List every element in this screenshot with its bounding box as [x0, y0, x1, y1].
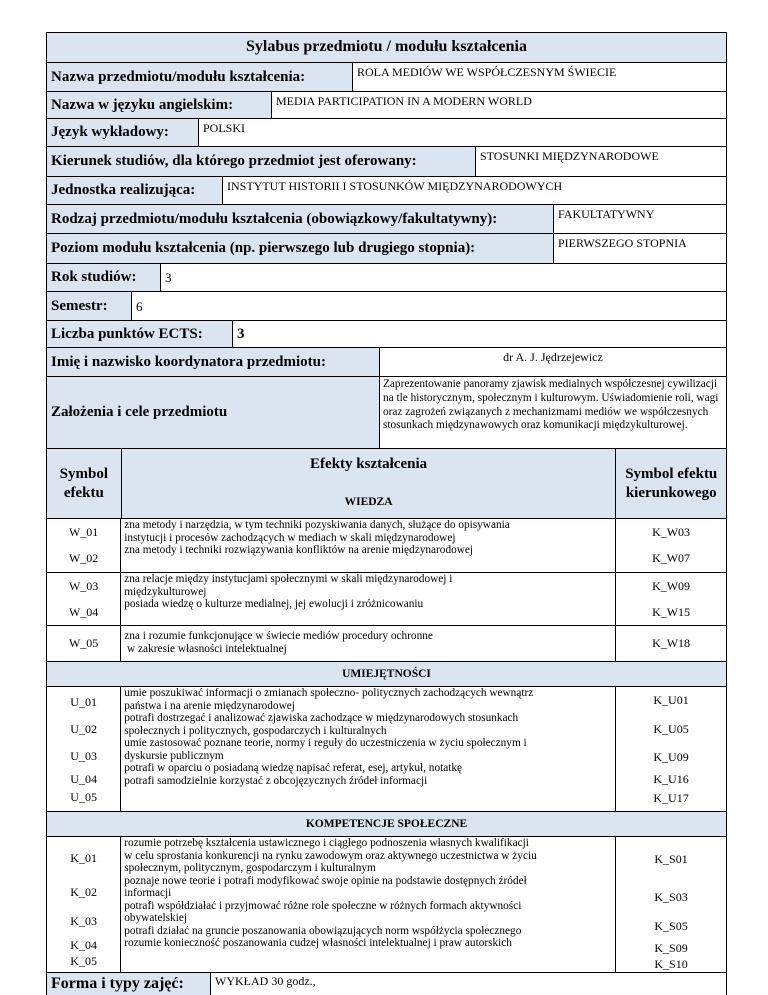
coordinator-label: Imię i nazwisko koordynatora przedmiotu:	[51, 353, 326, 370]
level-value: PIERWSZEGO STOPNIA	[553, 234, 726, 263]
effect-text-line: poznaje nowe teorie i potrafi modyfikować swoje opinie na podstawie dostępnych źródeł	[124, 874, 527, 887]
type-row	[46, 205, 727, 234]
page-title: Sylabus przedmiotu / modułu kształcenia	[246, 38, 527, 55]
semester-value: 6	[131, 292, 726, 320]
effect-text-line: rozumie konieczność poszanowania cudzej własności intelektualnej i praw autorskich	[124, 937, 512, 949]
year-label: Rok studiów:	[51, 269, 137, 285]
effect-symbol: U_05	[70, 789, 97, 804]
unit-value: INSTYTUT HISTORII I STOSUNKÓW MIĘDZYNARODOWYCH	[222, 177, 726, 204]
effect-text-line: informacji	[124, 887, 172, 899]
effect-text-line: umie poszukiwać informacji o zmianach społeczno- politycznych zachodzących wewnątrz	[124, 687, 534, 699]
effect-text-line: zna metody i techniki rozwiązywania konfliktów na arenie międzynarodowej	[124, 544, 474, 556]
year-row	[46, 264, 727, 292]
effect-text-line: w zakresie własności intelektualnej	[124, 642, 287, 655]
umiejetnosci-header: UMIEJĘTNOŚCI	[342, 668, 431, 680]
umiejetnosci-header-row	[46, 662, 727, 687]
effect-symbol: K_04	[70, 937, 97, 952]
goals-row	[46, 377, 727, 449]
effect-row-w03-w04	[46, 573, 727, 626]
ects-value: 3	[232, 321, 726, 347]
effect-text-line: instytucji i procesów zachodzących w mediach w skali międzynarodowej	[124, 531, 456, 544]
effect-code: K_U09	[653, 749, 689, 764]
effect-code: K_U16	[653, 772, 689, 786]
effect-symbol: K_02	[70, 884, 97, 899]
effect-text-line: państwa i na arenie międzynarodowej	[124, 699, 295, 712]
type-value: FAKULTATYWNY	[553, 205, 726, 233]
effect-text-line: potrafi dostrzegać i analizować zjawiska zachodzące w międzynarodowych stosunkach	[124, 712, 519, 724]
effect-symbol: U_04	[70, 771, 97, 786]
effect-symbol: W_01	[68, 524, 99, 539]
effect-code: K_W18	[652, 636, 691, 650]
forms-value: WYKŁAD 30 godz.,	[210, 973, 726, 995]
language-row	[46, 119, 727, 147]
forms-row	[46, 973, 727, 995]
effect-code: K_S10	[654, 956, 688, 971]
effect-row-w05	[46, 626, 727, 662]
course-name-value: ROLA MEDIÓW WE WSPÓŁCZESNYM ŚWIECIE	[352, 63, 726, 91]
title-row	[46, 32, 727, 63]
effect-symbol: U_03	[70, 748, 97, 763]
effects-title: Efekty kształcenia	[310, 456, 428, 473]
type-label: Rodzaj przedmiotu/modułu kształcenia (obowiązkowy/fakultatywny):	[51, 210, 498, 227]
effect-rows-umiejetnosci	[46, 687, 727, 812]
effect-code: K_S09	[654, 940, 688, 955]
effect-rows-kompetencje	[46, 837, 727, 973]
effect-symbol: W_02	[68, 551, 99, 566]
goals-label: Założenia i cele przedmiotu	[51, 404, 228, 420]
effect-text-line: międzykulturowej	[124, 585, 207, 598]
effect-text-line: zna metody i narzędzia, w tym techniki pozyskiwania danych, służące do opisywania	[124, 519, 510, 531]
wiedza-header: WIEDZA	[344, 496, 393, 509]
effect-text-line: obywatelskiej	[124, 912, 187, 924]
course-name-row	[46, 63, 727, 92]
effect-text-line: zna relacje między instytucjami społecznymi w skali międzynarodowej i	[124, 573, 453, 585]
course-name-label: Nazwa przedmiotu/modułu kształcenia:	[51, 68, 306, 85]
level-label: Poziom modułu kształcenia (np. pierwszego lub drugiego stopnia):	[51, 240, 476, 256]
effect-row-w01-w02	[46, 519, 727, 573]
effect-symbol: U_02	[70, 722, 97, 737]
effect-code: K_U05	[653, 721, 689, 736]
symbol-header: Symbol efektu	[59, 465, 109, 501]
level-row	[46, 234, 727, 264]
effect-text-line: zna i rozumie funkcjonujące w świecie mediów procedury ochronne	[124, 630, 433, 642]
forms-label: Forma i typy zajęć:	[47, 973, 210, 995]
ects-row	[46, 321, 727, 348]
effect-text-line: rozumie potrzebę kształcenia ustawicznego i ciągłego podnoszenia własnych kwalifikacji	[124, 837, 529, 849]
language-label: Język wykładowy:	[51, 124, 169, 140]
effect-code: K_W03	[652, 524, 691, 539]
language-value: POLSKI	[198, 119, 726, 146]
coordinator-row	[46, 348, 727, 377]
syllabus-table	[46, 32, 727, 995]
effect-code: K_S01	[654, 852, 688, 867]
effect-text-line: umie zastosować poznane teorie, normy i reguły do uczestniczenia w życiu społecznym i	[124, 737, 527, 749]
effect-symbol: K_03	[70, 913, 97, 928]
field-label: Kierunek studiów, dla którego przedmiot jest oferowany:	[51, 153, 417, 169]
effect-code: K_U01	[653, 693, 689, 707]
goals-value: Zaprezentowanie panoramy zjawisk medialnych współczesnej cywilizacji na tle historycznym, społecznym i kulturowym. Uświadomienie roli, wagi oraz zagrożeń związanych z mechanizmami mediów we współczesnych stosunkach międzynawowych oraz komunikacji międzykulturowej.	[379, 377, 726, 448]
effect-text-line: potrafi w oparciu o posiadaną wiedzę napisać referat, esej, artykuł, notatkę	[124, 762, 463, 774]
effect-symbol: W_03	[68, 578, 99, 593]
field-value: STOSUNKI MIĘDZYNARODOWE	[475, 147, 726, 176]
ects-label: Liczba punktów ECTS:	[51, 325, 203, 342]
effect-text-line: społecznym, politycznym, gospodarczym i kulturalnym	[124, 862, 376, 874]
effect-text-line: potrafi działać na gruncie poszanowania obowiązujących norm współżycia społecznego	[124, 924, 522, 937]
kompetencje-header-row	[46, 812, 727, 837]
unit-row	[46, 177, 727, 205]
effect-code: K_S05	[654, 918, 688, 933]
effect-text-line: potrafi samodzielnie korzystać z obcojęzycznych źródeł informacji	[124, 774, 428, 787]
effect-code: K_W09	[652, 578, 691, 593]
year-value: 3	[160, 264, 726, 291]
effect-symbol: W_05	[68, 636, 99, 650]
effect-code: K_S03	[654, 890, 688, 905]
effect-text-line: społecznych i politycznych, gospodarczych i kulturalnych	[124, 724, 387, 737]
effect-symbol: U_01	[70, 694, 97, 709]
english-name-label: Nazwa w języku angielskim:	[51, 96, 234, 113]
english-name-value: MEDIA PARTICIPATION IN A MODERN WORLD	[271, 92, 726, 118]
effect-code: K_U17	[653, 790, 689, 805]
effect-symbol: K_05	[70, 953, 97, 968]
english-name-row	[46, 92, 727, 119]
unit-label: Jednostka realizująca:	[51, 182, 196, 198]
effect-text-line: dyskursie publicznym	[124, 749, 224, 762]
coordinator-value: dr A. J. Jędrzejewicz	[379, 348, 726, 376]
effect-symbol: W_04	[68, 604, 99, 619]
effects-header-row	[46, 449, 727, 519]
effect-code: K_W07	[652, 551, 691, 566]
effect-text-line: posiada wiedzę o kulturze medialnej, jej ewolucji i zróżnicowaniu	[124, 598, 424, 610]
kompetencje-header: KOMPETENCJE SPOŁECZNE	[305, 818, 468, 830]
code-header: Symbol efektu kierunkowego	[615, 449, 726, 518]
semester-label: Semestr:	[51, 297, 108, 314]
effect-code: K_W15	[652, 604, 691, 619]
effect-text-line: potrafi współdziałać i przyjmować różne role społeczne w różnych formach aktywności	[124, 899, 522, 912]
effect-symbol: K_01	[70, 850, 97, 865]
field-row	[46, 147, 727, 177]
semester-row	[46, 292, 727, 321]
effect-text-line: w celu sprostania konkurencji na rynku zawodowym oraz aktywnego uczestnictwa w życiu	[124, 849, 537, 862]
